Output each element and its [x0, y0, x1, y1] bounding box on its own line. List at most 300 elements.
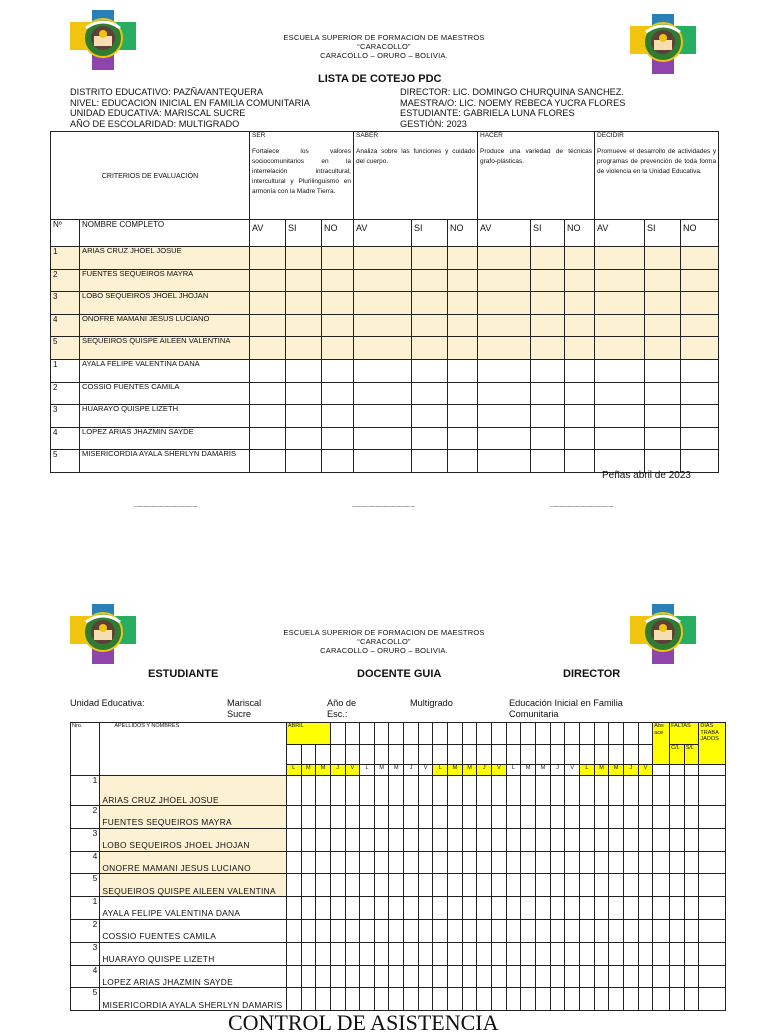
attendance-cell[interactable] [316, 897, 331, 920]
attendance-cell[interactable] [301, 851, 316, 874]
attendance-cell[interactable] [345, 988, 360, 1011]
attendance-cell[interactable] [623, 776, 638, 806]
attendance-cell[interactable] [536, 919, 551, 942]
checkbox-cell[interactable] [286, 427, 322, 450]
attendance-cell[interactable] [506, 874, 521, 897]
attendance-cell[interactable] [623, 874, 638, 897]
checkbox-cell[interactable] [478, 382, 531, 405]
attendance-cell[interactable] [594, 919, 609, 942]
checkbox-cell[interactable] [354, 292, 412, 315]
attendance-cell[interactable] [521, 776, 536, 806]
attendance-cell[interactable] [433, 851, 448, 874]
attendance-cell[interactable] [653, 828, 670, 851]
attendance-cell[interactable] [536, 776, 551, 806]
attendance-cell[interactable] [433, 965, 448, 988]
checkbox-cell[interactable] [645, 269, 681, 292]
attendance-cell[interactable] [653, 919, 670, 942]
checkbox-cell[interactable] [595, 337, 645, 360]
checkbox-cell[interactable] [478, 247, 531, 270]
attendance-cell[interactable] [638, 897, 653, 920]
checkbox-cell[interactable] [531, 405, 565, 428]
attendance-cell[interactable] [506, 806, 521, 829]
attendance-cell[interactable] [286, 806, 301, 829]
checkbox-cell[interactable] [565, 382, 595, 405]
attendance-cell[interactable] [330, 965, 345, 988]
attendance-cell[interactable] [448, 806, 463, 829]
attendance-cell[interactable] [550, 874, 565, 897]
attendance-cell[interactable] [477, 897, 492, 920]
attendance-cell[interactable] [550, 897, 565, 920]
checkbox-cell[interactable] [681, 247, 719, 270]
attendance-cell[interactable] [330, 776, 345, 806]
attendance-cell[interactable] [301, 874, 316, 897]
attendance-cell[interactable] [670, 919, 685, 942]
attendance-cell[interactable] [609, 806, 624, 829]
attendance-cell[interactable] [550, 806, 565, 829]
checkbox-cell[interactable] [286, 359, 322, 382]
attendance-cell[interactable] [316, 776, 331, 806]
attendance-cell[interactable] [684, 919, 699, 942]
attendance-cell[interactable] [565, 776, 580, 806]
attendance-cell[interactable] [506, 776, 521, 806]
checkbox-cell[interactable] [645, 382, 681, 405]
attendance-cell[interactable] [389, 828, 404, 851]
checkbox-cell[interactable] [322, 382, 354, 405]
checkbox-cell[interactable] [412, 450, 448, 473]
attendance-cell[interactable] [477, 942, 492, 965]
checkbox-cell[interactable] [448, 337, 478, 360]
attendance-cell[interactable] [389, 851, 404, 874]
checkbox-cell[interactable] [322, 427, 354, 450]
attendance-cell[interactable] [462, 897, 477, 920]
attendance-cell[interactable] [389, 965, 404, 988]
attendance-cell[interactable] [653, 851, 670, 874]
attendance-cell[interactable] [550, 988, 565, 1011]
attendance-cell[interactable] [301, 965, 316, 988]
attendance-cell[interactable] [404, 806, 419, 829]
attendance-cell[interactable] [565, 806, 580, 829]
checkbox-cell[interactable] [531, 314, 565, 337]
attendance-cell[interactable] [404, 919, 419, 942]
attendance-cell[interactable] [418, 806, 433, 829]
checkbox-cell[interactable] [412, 247, 448, 270]
attendance-cell[interactable] [536, 874, 551, 897]
checkbox-cell[interactable] [681, 337, 719, 360]
attendance-cell[interactable] [492, 851, 507, 874]
attendance-cell[interactable] [345, 851, 360, 874]
attendance-cell[interactable] [448, 776, 463, 806]
attendance-cell[interactable] [404, 828, 419, 851]
attendance-cell[interactable] [580, 851, 595, 874]
attendance-cell[interactable] [418, 942, 433, 965]
checkbox-cell[interactable] [322, 359, 354, 382]
attendance-cell[interactable] [404, 942, 419, 965]
checkbox-cell[interactable] [322, 269, 354, 292]
attendance-cell[interactable] [684, 776, 699, 806]
checkbox-cell[interactable] [250, 314, 286, 337]
attendance-cell[interactable] [638, 919, 653, 942]
attendance-cell[interactable] [462, 965, 477, 988]
checkbox-cell[interactable] [412, 314, 448, 337]
attendance-cell[interactable] [550, 851, 565, 874]
attendance-cell[interactable] [316, 942, 331, 965]
attendance-cell[interactable] [462, 874, 477, 897]
attendance-cell[interactable] [492, 828, 507, 851]
checkbox-cell[interactable] [286, 405, 322, 428]
attendance-cell[interactable] [506, 828, 521, 851]
checkbox-cell[interactable] [595, 292, 645, 315]
checkbox-cell[interactable] [354, 405, 412, 428]
attendance-cell[interactable] [565, 919, 580, 942]
attendance-cell[interactable] [699, 851, 726, 874]
attendance-cell[interactable] [433, 828, 448, 851]
attendance-cell[interactable] [699, 988, 726, 1011]
attendance-cell[interactable] [699, 806, 726, 829]
attendance-cell[interactable] [594, 776, 609, 806]
checkbox-cell[interactable] [286, 314, 322, 337]
attendance-cell[interactable] [330, 874, 345, 897]
attendance-cell[interactable] [550, 965, 565, 988]
checkbox-cell[interactable] [354, 337, 412, 360]
checkbox-cell[interactable] [250, 337, 286, 360]
attendance-cell[interactable] [623, 806, 638, 829]
attendance-cell[interactable] [286, 776, 301, 806]
attendance-cell[interactable] [345, 897, 360, 920]
attendance-cell[interactable] [462, 988, 477, 1011]
checkbox-cell[interactable] [250, 359, 286, 382]
attendance-cell[interactable] [609, 942, 624, 965]
attendance-cell[interactable] [653, 897, 670, 920]
attendance-cell[interactable] [506, 919, 521, 942]
checkbox-cell[interactable] [565, 247, 595, 270]
checkbox-cell[interactable] [645, 337, 681, 360]
attendance-cell[interactable] [433, 919, 448, 942]
checkbox-cell[interactable] [531, 359, 565, 382]
attendance-cell[interactable] [492, 806, 507, 829]
attendance-cell[interactable] [316, 806, 331, 829]
attendance-cell[interactable] [418, 874, 433, 897]
checkbox-cell[interactable] [354, 359, 412, 382]
attendance-cell[interactable] [536, 965, 551, 988]
attendance-cell[interactable] [653, 965, 670, 988]
attendance-cell[interactable] [594, 965, 609, 988]
checkbox-cell[interactable] [322, 337, 354, 360]
attendance-cell[interactable] [536, 942, 551, 965]
checkbox-cell[interactable] [681, 292, 719, 315]
attendance-cell[interactable] [565, 851, 580, 874]
attendance-cell[interactable] [360, 776, 375, 806]
attendance-cell[interactable] [594, 942, 609, 965]
attendance-cell[interactable] [404, 897, 419, 920]
attendance-cell[interactable] [580, 828, 595, 851]
attendance-cell[interactable] [521, 897, 536, 920]
checkbox-cell[interactable] [565, 314, 595, 337]
attendance-cell[interactable] [699, 919, 726, 942]
attendance-cell[interactable] [550, 919, 565, 942]
checkbox-cell[interactable] [645, 314, 681, 337]
attendance-cell[interactable] [506, 897, 521, 920]
checkbox-cell[interactable] [250, 247, 286, 270]
checkbox-cell[interactable] [565, 269, 595, 292]
attendance-cell[interactable] [536, 897, 551, 920]
checkbox-cell[interactable] [354, 427, 412, 450]
attendance-cell[interactable] [638, 806, 653, 829]
attendance-cell[interactable] [653, 874, 670, 897]
attendance-cell[interactable] [638, 965, 653, 988]
attendance-cell[interactable] [653, 988, 670, 1011]
attendance-cell[interactable] [374, 806, 389, 829]
attendance-cell[interactable] [477, 828, 492, 851]
checkbox-cell[interactable] [354, 450, 412, 473]
checkbox-cell[interactable] [412, 382, 448, 405]
attendance-cell[interactable] [521, 942, 536, 965]
attendance-cell[interactable] [580, 919, 595, 942]
checkbox-cell[interactable] [412, 337, 448, 360]
checkbox-cell[interactable] [250, 382, 286, 405]
attendance-cell[interactable] [684, 988, 699, 1011]
attendance-cell[interactable] [521, 965, 536, 988]
attendance-cell[interactable] [448, 828, 463, 851]
attendance-cell[interactable] [623, 851, 638, 874]
attendance-cell[interactable] [550, 828, 565, 851]
checkbox-cell[interactable] [595, 405, 645, 428]
attendance-cell[interactable] [418, 988, 433, 1011]
attendance-cell[interactable] [418, 897, 433, 920]
attendance-cell[interactable] [301, 919, 316, 942]
attendance-cell[interactable] [418, 851, 433, 874]
attendance-cell[interactable] [492, 897, 507, 920]
attendance-cell[interactable] [448, 874, 463, 897]
attendance-cell[interactable] [345, 874, 360, 897]
checkbox-cell[interactable] [531, 427, 565, 450]
attendance-cell[interactable] [448, 965, 463, 988]
attendance-cell[interactable] [594, 897, 609, 920]
checkbox-cell[interactable] [322, 450, 354, 473]
attendance-cell[interactable] [448, 851, 463, 874]
attendance-cell[interactable] [653, 776, 670, 806]
attendance-cell[interactable] [345, 828, 360, 851]
checkbox-cell[interactable] [531, 247, 565, 270]
attendance-cell[interactable] [477, 988, 492, 1011]
attendance-cell[interactable] [433, 806, 448, 829]
checkbox-cell[interactable] [478, 427, 531, 450]
attendance-cell[interactable] [360, 897, 375, 920]
attendance-cell[interactable] [609, 919, 624, 942]
attendance-cell[interactable] [594, 828, 609, 851]
attendance-cell[interactable] [580, 776, 595, 806]
attendance-cell[interactable] [448, 988, 463, 1011]
attendance-cell[interactable] [301, 776, 316, 806]
attendance-cell[interactable] [374, 942, 389, 965]
attendance-cell[interactable] [609, 965, 624, 988]
attendance-cell[interactable] [345, 942, 360, 965]
attendance-cell[interactable] [389, 897, 404, 920]
attendance-cell[interactable] [462, 919, 477, 942]
checkbox-cell[interactable] [595, 269, 645, 292]
attendance-cell[interactable] [492, 919, 507, 942]
attendance-cell[interactable] [506, 965, 521, 988]
attendance-cell[interactable] [492, 942, 507, 965]
attendance-cell[interactable] [374, 897, 389, 920]
attendance-cell[interactable] [550, 776, 565, 806]
attendance-cell[interactable] [418, 919, 433, 942]
checkbox-cell[interactable] [478, 292, 531, 315]
attendance-cell[interactable] [316, 828, 331, 851]
attendance-cell[interactable] [374, 776, 389, 806]
attendance-cell[interactable] [404, 851, 419, 874]
attendance-cell[interactable] [506, 988, 521, 1011]
checkbox-cell[interactable] [565, 427, 595, 450]
checkbox-cell[interactable] [531, 450, 565, 473]
attendance-cell[interactable] [521, 919, 536, 942]
attendance-cell[interactable] [301, 942, 316, 965]
attendance-cell[interactable] [433, 897, 448, 920]
checkbox-cell[interactable] [354, 247, 412, 270]
attendance-cell[interactable] [330, 988, 345, 1011]
attendance-cell[interactable] [286, 897, 301, 920]
checkbox-cell[interactable] [565, 337, 595, 360]
checkbox-cell[interactable] [478, 359, 531, 382]
checkbox-cell[interactable] [595, 382, 645, 405]
attendance-cell[interactable] [580, 806, 595, 829]
checkbox-cell[interactable] [478, 450, 531, 473]
attendance-cell[interactable] [301, 897, 316, 920]
attendance-cell[interactable] [389, 919, 404, 942]
checkbox-cell[interactable] [250, 292, 286, 315]
checkbox-cell[interactable] [681, 427, 719, 450]
attendance-cell[interactable] [638, 988, 653, 1011]
checkbox-cell[interactable] [448, 405, 478, 428]
attendance-cell[interactable] [623, 965, 638, 988]
attendance-cell[interactable] [433, 874, 448, 897]
checkbox-cell[interactable] [645, 292, 681, 315]
attendance-cell[interactable] [389, 942, 404, 965]
attendance-cell[interactable] [462, 942, 477, 965]
attendance-cell[interactable] [316, 965, 331, 988]
checkbox-cell[interactable] [412, 292, 448, 315]
checkbox-cell[interactable] [412, 359, 448, 382]
attendance-cell[interactable] [699, 942, 726, 965]
checkbox-cell[interactable] [322, 314, 354, 337]
checkbox-cell[interactable] [412, 269, 448, 292]
attendance-cell[interactable] [653, 942, 670, 965]
attendance-cell[interactable] [670, 874, 685, 897]
attendance-cell[interactable] [594, 988, 609, 1011]
attendance-cell[interactable] [316, 874, 331, 897]
attendance-cell[interactable] [462, 851, 477, 874]
attendance-cell[interactable] [699, 874, 726, 897]
checkbox-cell[interactable] [645, 359, 681, 382]
checkbox-cell[interactable] [322, 247, 354, 270]
checkbox-cell[interactable] [681, 382, 719, 405]
attendance-cell[interactable] [316, 851, 331, 874]
attendance-cell[interactable] [345, 965, 360, 988]
attendance-cell[interactable] [684, 897, 699, 920]
checkbox-cell[interactable] [448, 247, 478, 270]
checkbox-cell[interactable] [565, 405, 595, 428]
attendance-cell[interactable] [492, 776, 507, 806]
checkbox-cell[interactable] [478, 269, 531, 292]
attendance-cell[interactable] [389, 874, 404, 897]
attendance-cell[interactable] [360, 965, 375, 988]
checkbox-cell[interactable] [448, 427, 478, 450]
attendance-cell[interactable] [580, 942, 595, 965]
attendance-cell[interactable] [609, 897, 624, 920]
attendance-cell[interactable] [374, 874, 389, 897]
checkbox-cell[interactable] [595, 359, 645, 382]
attendance-cell[interactable] [684, 851, 699, 874]
attendance-cell[interactable] [477, 851, 492, 874]
checkbox-cell[interactable] [448, 382, 478, 405]
checkbox-cell[interactable] [250, 405, 286, 428]
checkbox-cell[interactable] [412, 427, 448, 450]
checkbox-cell[interactable] [478, 405, 531, 428]
attendance-cell[interactable] [286, 874, 301, 897]
checkbox-cell[interactable] [448, 450, 478, 473]
attendance-cell[interactable] [374, 919, 389, 942]
attendance-cell[interactable] [330, 806, 345, 829]
attendance-cell[interactable] [404, 776, 419, 806]
attendance-cell[interactable] [609, 776, 624, 806]
attendance-cell[interactable] [389, 776, 404, 806]
attendance-cell[interactable] [506, 851, 521, 874]
attendance-cell[interactable] [477, 919, 492, 942]
checkbox-cell[interactable] [286, 247, 322, 270]
attendance-cell[interactable] [330, 851, 345, 874]
attendance-cell[interactable] [684, 942, 699, 965]
attendance-cell[interactable] [684, 806, 699, 829]
attendance-cell[interactable] [623, 897, 638, 920]
checkbox-cell[interactable] [448, 314, 478, 337]
attendance-cell[interactable] [360, 806, 375, 829]
checkbox-cell[interactable] [250, 450, 286, 473]
attendance-cell[interactable] [345, 806, 360, 829]
attendance-cell[interactable] [360, 942, 375, 965]
attendance-cell[interactable] [550, 942, 565, 965]
attendance-cell[interactable] [374, 851, 389, 874]
attendance-cell[interactable] [286, 828, 301, 851]
attendance-cell[interactable] [536, 851, 551, 874]
attendance-cell[interactable] [360, 828, 375, 851]
attendance-cell[interactable] [433, 776, 448, 806]
checkbox-cell[interactable] [448, 269, 478, 292]
attendance-cell[interactable] [670, 988, 685, 1011]
attendance-cell[interactable] [565, 828, 580, 851]
attendance-cell[interactable] [638, 942, 653, 965]
checkbox-cell[interactable] [681, 269, 719, 292]
attendance-cell[interactable] [374, 965, 389, 988]
attendance-cell[interactable] [316, 919, 331, 942]
attendance-cell[interactable] [670, 942, 685, 965]
checkbox-cell[interactable] [531, 292, 565, 315]
checkbox-cell[interactable] [565, 450, 595, 473]
checkbox-cell[interactable] [354, 382, 412, 405]
attendance-cell[interactable] [565, 942, 580, 965]
checkbox-cell[interactable] [250, 427, 286, 450]
attendance-cell[interactable] [433, 942, 448, 965]
attendance-cell[interactable] [699, 897, 726, 920]
attendance-cell[interactable] [418, 776, 433, 806]
attendance-cell[interactable] [580, 988, 595, 1011]
checkbox-cell[interactable] [354, 269, 412, 292]
attendance-cell[interactable] [565, 988, 580, 1011]
attendance-cell[interactable] [477, 776, 492, 806]
attendance-cell[interactable] [286, 919, 301, 942]
attendance-cell[interactable] [433, 988, 448, 1011]
attendance-cell[interactable] [638, 874, 653, 897]
checkbox-cell[interactable] [681, 314, 719, 337]
attendance-cell[interactable] [360, 874, 375, 897]
